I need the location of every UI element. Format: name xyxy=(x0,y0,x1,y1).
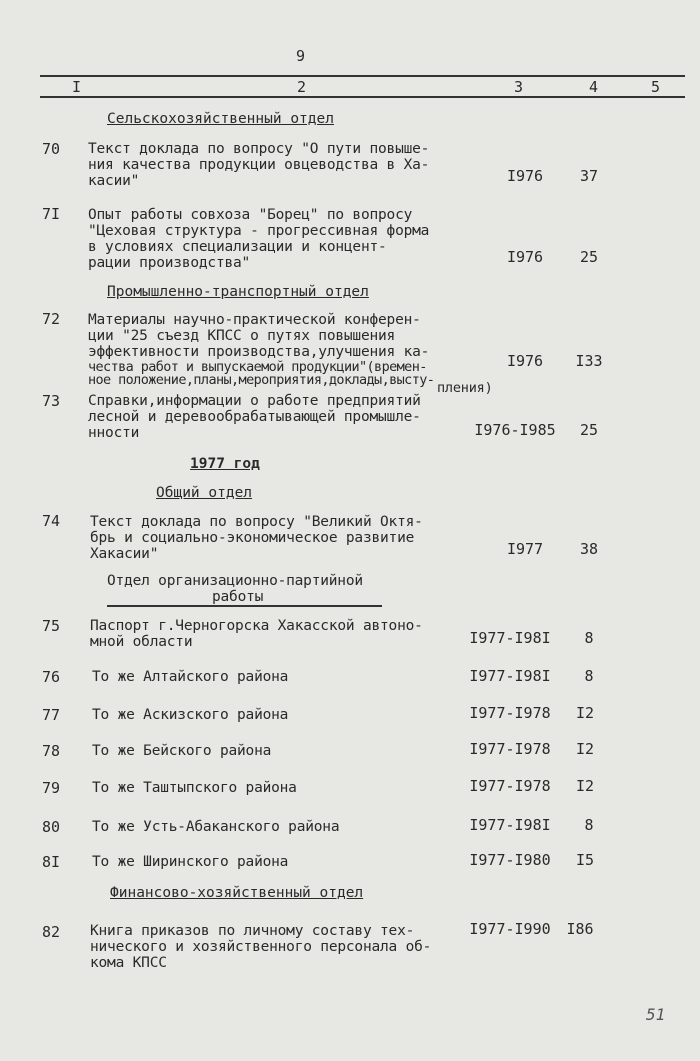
entry-title-line: То же Алтайского района xyxy=(92,669,289,685)
entry-number: 75 xyxy=(42,617,61,635)
entry-title-line: Текст доклада по вопросу "Великий Октя- xyxy=(90,514,423,530)
entry-number: 79 xyxy=(42,779,61,797)
entry-title-line: То же Усть-Абаканского района xyxy=(92,819,340,835)
entry-years: I976-I985 xyxy=(474,421,556,439)
entry-years: I976 xyxy=(506,352,544,370)
entry-number: 77 xyxy=(42,706,61,724)
entry-title-line: касии" xyxy=(88,173,140,189)
page-number: 9 xyxy=(296,47,306,65)
column-header-5: 5 xyxy=(651,78,661,96)
entry-years: I977-I978 xyxy=(469,704,551,722)
entry-title-line: "Цеховая структура - прогрессивная форма xyxy=(88,223,430,239)
entry-sheet-count: 8 xyxy=(584,667,594,685)
column-header-3: 3 xyxy=(514,78,524,96)
entry-number: 78 xyxy=(42,742,61,760)
entry-sheet-count: I86 xyxy=(566,920,594,938)
column-header-4: 4 xyxy=(589,78,599,96)
entry-years: I977-I98I xyxy=(469,816,551,834)
entry-title-line: лесной и деревообрабатывающей промышле- xyxy=(88,409,421,425)
entry-number: 76 xyxy=(42,668,61,686)
entry-number: 8I xyxy=(42,853,61,871)
entry-title-line: Хакасии" xyxy=(90,546,159,562)
entry-years: I977-I978 xyxy=(469,777,551,795)
section-heading-org-line: Отдел организационно-партийной xyxy=(107,573,363,589)
entry-title-line: То же Аскизского района xyxy=(92,707,289,723)
entry-sheet-count: 37 xyxy=(579,167,599,185)
entry-title-line: эффективности производства,улучшения ка- xyxy=(88,344,430,360)
year-heading: 1977 год xyxy=(190,456,260,472)
section-heading-agriculture: Сельскохозяйственный отдел xyxy=(107,111,334,127)
entry-sheet-count: 8 xyxy=(584,629,594,647)
entry-title-line: Опыт работы совхоза "Борец" по вопросу xyxy=(88,207,413,223)
entry-years: I977 xyxy=(506,540,544,558)
entry-title-line: Текст доклада по вопросу "О пути повыше- xyxy=(88,141,430,157)
entry-years: I977-I980 xyxy=(469,851,551,869)
section-heading-general: Общий отдел xyxy=(156,485,253,501)
entry-title-line: кома КПСС xyxy=(90,955,167,971)
entry-number: 72 xyxy=(42,310,61,328)
column-header-2: 2 xyxy=(297,78,307,96)
entry-sheet-count: I2 xyxy=(575,704,595,722)
entry-title-line: То же Ширинского района xyxy=(92,854,289,870)
entry-title-line: ния качества продукции овцеводства в Ха- xyxy=(88,157,430,173)
entry-years: I977-I978 xyxy=(469,740,551,758)
entry-years: I977-I98I xyxy=(469,629,551,647)
entry-title-line: пления) xyxy=(437,380,493,396)
table-top-rule xyxy=(40,75,685,77)
entry-title-line: ции "25 съезд КПСС о путях повышения xyxy=(88,328,396,344)
entry-sheet-count: I2 xyxy=(575,740,595,758)
entry-title-line: нности xyxy=(88,425,140,441)
section-heading-org-line: работы xyxy=(212,589,264,605)
entry-sheet-count: 25 xyxy=(579,421,599,439)
handwritten-sheet-mark: 51 xyxy=(646,1005,666,1024)
entry-title-line: брь и социально-экономическое развитие xyxy=(90,530,415,546)
entry-title-line: То же Таштыпского района xyxy=(92,780,297,796)
entry-title-line: ное положение,планы,мероприятия,доклады,высту- xyxy=(88,372,435,388)
entry-number: 7I xyxy=(42,205,61,223)
entry-sheet-count: 25 xyxy=(579,248,599,266)
entry-title-line: чества работ и выпускаемой продукции"(времен- xyxy=(88,359,427,375)
entry-title-line: Материалы научно-практической конферен- xyxy=(88,312,421,328)
entry-number: 80 xyxy=(42,818,61,836)
entry-sheet-count: I5 xyxy=(575,851,595,869)
entry-number: 73 xyxy=(42,392,61,410)
entry-sheet-count: I33 xyxy=(575,352,603,370)
section-heading-industry: Промышленно-транспортный отдел xyxy=(107,284,369,300)
entry-title-line: мной области xyxy=(90,634,193,650)
entry-title-line: То же Бейского района xyxy=(92,743,272,759)
column-header-1: I xyxy=(72,78,82,96)
entry-title-line: Справки,информации о работе предприятий xyxy=(88,393,421,409)
entry-title-line: нического и хозяйственного персонала об- xyxy=(90,939,432,955)
entry-sheet-count: 8 xyxy=(584,816,594,834)
entry-title-line: Книга приказов по личному составу тех- xyxy=(90,923,415,939)
entry-sheet-count: 38 xyxy=(579,540,599,558)
section-heading-finance: Финансово-хозяйственный отдел xyxy=(110,885,364,901)
entry-years: I977-I990 xyxy=(469,920,551,938)
entry-years: I976 xyxy=(506,248,544,266)
entry-years: I977-I98I xyxy=(469,667,551,685)
entry-title-line: Паспорт г.Черногорска Хакасской автоно- xyxy=(90,618,423,634)
entry-title-line: в условиях специализации и концент- xyxy=(88,239,387,255)
table-header-rule xyxy=(40,96,685,98)
entry-number: 82 xyxy=(42,923,61,941)
entry-number: 70 xyxy=(42,140,61,158)
section-underline xyxy=(107,605,382,607)
entry-number: 74 xyxy=(42,512,61,530)
entry-years: I976 xyxy=(506,167,544,185)
entry-sheet-count: I2 xyxy=(575,777,595,795)
entry-title-line: рации производства" xyxy=(88,255,251,271)
